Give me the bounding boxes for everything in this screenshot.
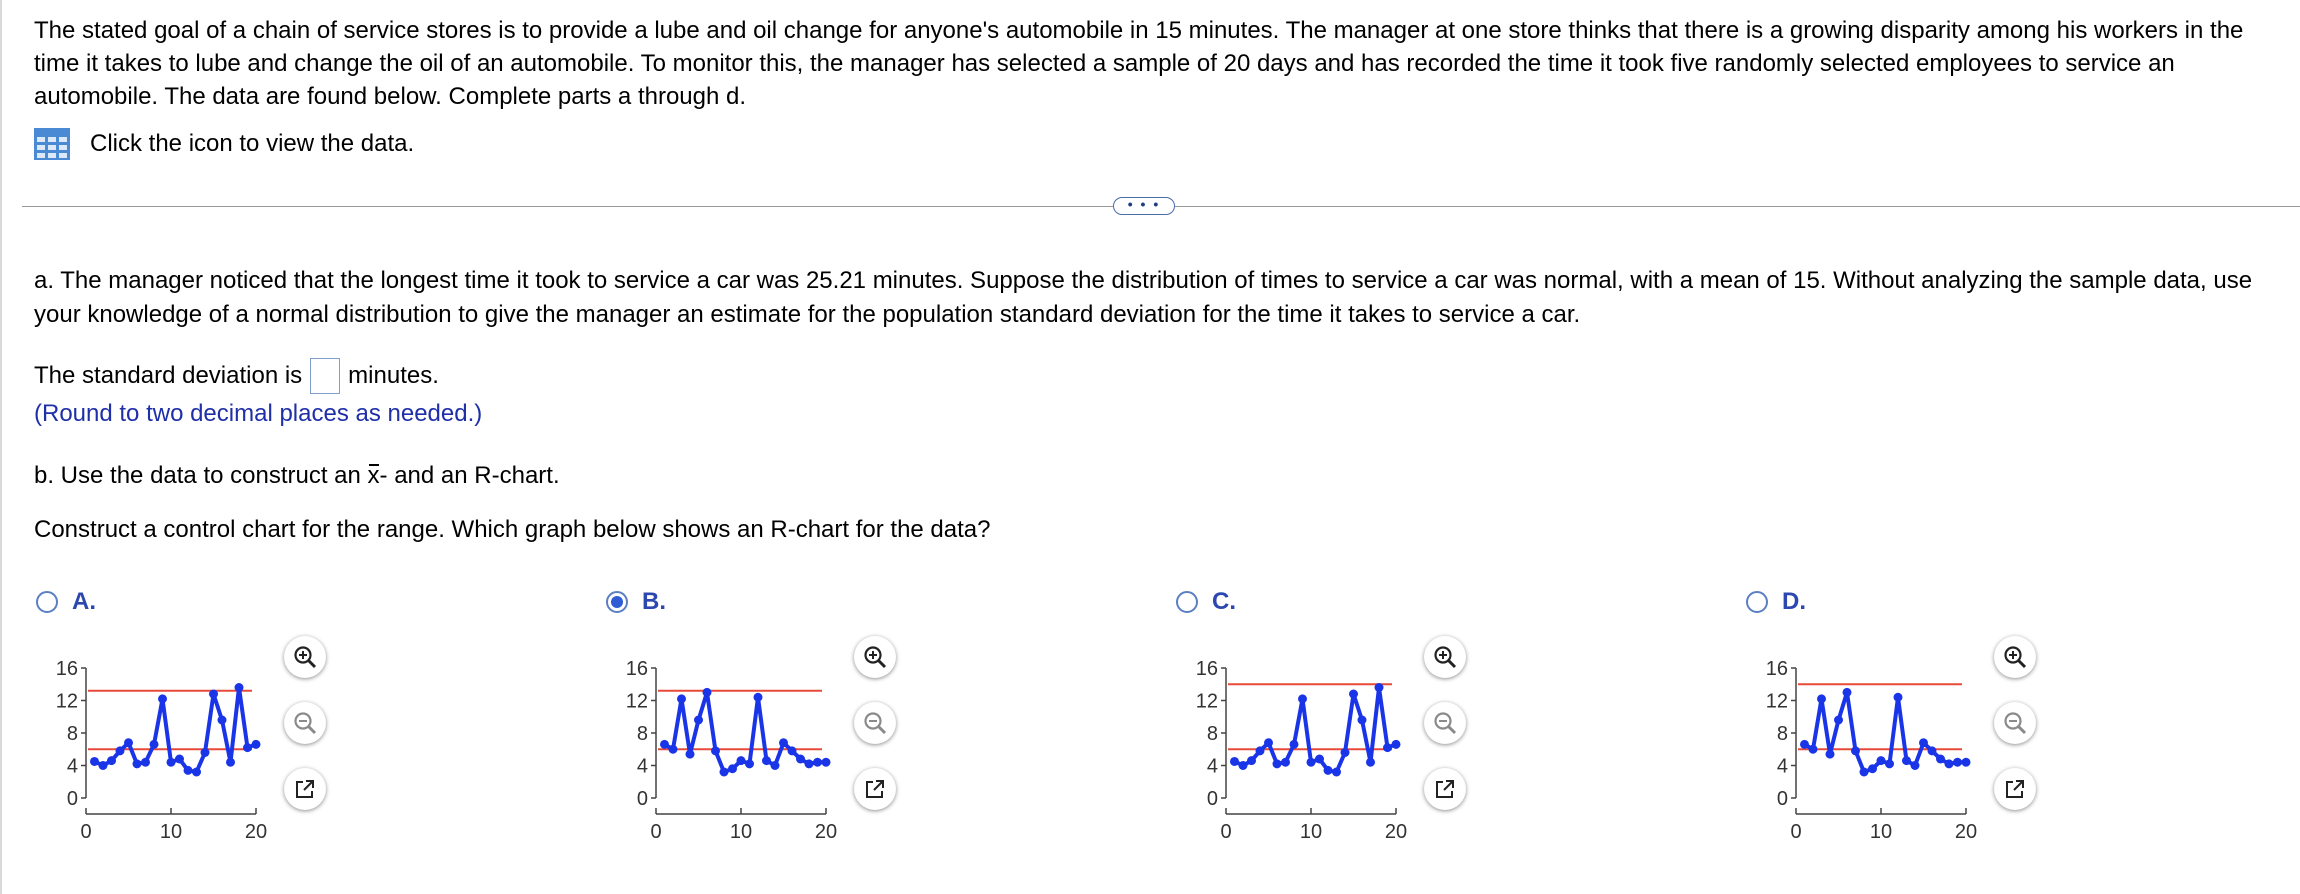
range-point xyxy=(1817,694,1826,703)
range-point xyxy=(1834,716,1843,725)
option-a-popout-button[interactable] xyxy=(284,768,326,810)
range-point xyxy=(1392,740,1401,749)
option-b-radio[interactable] xyxy=(606,591,628,613)
option-b-r-chart xyxy=(606,648,846,848)
x-tick-label: 10 xyxy=(159,821,183,843)
popout-icon xyxy=(863,777,887,801)
y-tick-label: 0 xyxy=(636,788,648,810)
range-point xyxy=(1324,766,1333,775)
y-tick-label: 16 xyxy=(55,658,78,680)
range-point xyxy=(1800,740,1809,749)
y-tick-label: 0 xyxy=(1206,788,1218,810)
expand-more-button[interactable]: • • • xyxy=(1113,197,1175,215)
y-tick-label: 16 xyxy=(625,658,648,680)
range-point xyxy=(1962,758,1971,767)
range-point xyxy=(1281,758,1290,767)
y-tick-label: 4 xyxy=(1776,755,1788,778)
range-point xyxy=(1239,761,1248,770)
range-point xyxy=(243,743,252,752)
option-d-select[interactable] xyxy=(1746,588,1806,616)
option-c-zoom-out-button[interactable] xyxy=(1424,702,1466,744)
range-point xyxy=(252,740,261,749)
range-point xyxy=(1230,757,1239,766)
range-point xyxy=(1894,693,1903,702)
range-point xyxy=(1375,683,1384,692)
y-tick-label: 4 xyxy=(66,755,78,778)
view-data-label[interactable]: Click the icon to view the data. xyxy=(90,130,415,157)
range-point xyxy=(90,757,99,766)
option-d-r-chart xyxy=(1746,648,1986,848)
y-tick-label: 4 xyxy=(636,755,648,778)
y-tick-label: 0 xyxy=(66,788,78,810)
range-point xyxy=(1936,755,1945,764)
option-b-popout-button[interactable] xyxy=(854,768,896,810)
option-a-radio[interactable] xyxy=(36,591,58,613)
range-point xyxy=(133,759,142,768)
zoom-out-icon xyxy=(2002,710,2028,736)
part-b-prefix: b. Use the data to construct an xyxy=(34,462,368,489)
sd-answer-row xyxy=(34,358,439,394)
rounding-hint: (Round to two decimal places as needed.) xyxy=(34,400,483,427)
option-c-select[interactable] xyxy=(1176,588,1236,616)
range-point xyxy=(192,768,201,777)
option-c-zoom-in-button[interactable] xyxy=(1424,636,1466,678)
popout-icon xyxy=(293,777,317,801)
y-tick-label: 4 xyxy=(1206,755,1218,778)
sd-answer-suffix: minutes. xyxy=(348,362,439,389)
x-tick-label: 0 xyxy=(650,821,662,843)
range-point xyxy=(1843,688,1852,697)
range-point xyxy=(779,738,788,747)
x-tick-label: 0 xyxy=(80,821,92,843)
zoom-in-icon xyxy=(862,644,888,670)
range-point xyxy=(1911,761,1920,770)
x-tick-label: 20 xyxy=(244,821,268,843)
range-point xyxy=(669,745,678,754)
table-grid-icon[interactable] xyxy=(34,128,70,160)
range-point xyxy=(1298,694,1307,703)
sd-answer-input[interactable] xyxy=(310,358,340,394)
x-tick-label: 0 xyxy=(1790,821,1802,843)
y-tick-label: 16 xyxy=(1765,658,1788,680)
option-c-popout-button[interactable] xyxy=(1424,768,1466,810)
range-point xyxy=(184,766,193,775)
range-point xyxy=(1809,745,1818,754)
part-a-question: a. The manager noticed that the longest time it took to service a car was 25.21 minutes. Suppose the distribution of times to service a car was normal, with a mean of 15. Without analyzing the sample data, use your knowledge of a normal distribution to give the manager an estimate for the population standard deviation for the time it takes to service a car. xyxy=(34,267,2253,328)
range-point xyxy=(1341,748,1350,757)
range-point xyxy=(686,750,695,759)
option-c-label: C. xyxy=(1212,588,1236,615)
range-point xyxy=(226,758,235,767)
y-tick-label: 8 xyxy=(1206,723,1218,745)
zoom-in-icon xyxy=(292,644,318,670)
y-tick-label: 12 xyxy=(625,690,648,713)
range-point xyxy=(175,755,184,764)
range-point xyxy=(1860,768,1869,777)
y-tick-label: 12 xyxy=(1765,690,1788,713)
range-point xyxy=(1945,759,1954,768)
x-tick-label: 10 xyxy=(729,821,753,843)
range-point xyxy=(1868,764,1877,773)
option-a-zoom-in-button[interactable] xyxy=(284,636,326,678)
x-bar-symbol: x xyxy=(367,462,380,489)
range-point xyxy=(158,694,167,703)
option-a-label: A. xyxy=(72,588,96,615)
option-d-popout-button[interactable] xyxy=(1994,768,2036,810)
option-a-zoom-out-button[interactable] xyxy=(284,702,326,744)
view-data-link[interactable] xyxy=(34,128,414,160)
x-tick-label: 10 xyxy=(1299,821,1323,843)
range-point xyxy=(720,768,729,777)
range-point xyxy=(107,756,116,765)
popout-icon xyxy=(1433,777,1457,801)
range-point xyxy=(1902,756,1911,765)
y-tick-label: 12 xyxy=(55,690,78,713)
x-tick-label: 20 xyxy=(1954,821,1978,843)
range-point xyxy=(1264,738,1273,747)
range-point xyxy=(771,761,780,770)
x-tick-label: 20 xyxy=(1384,821,1408,843)
range-point xyxy=(796,755,805,764)
y-tick-label: 12 xyxy=(1195,690,1218,713)
range-point xyxy=(201,748,210,757)
option-d-radio[interactable] xyxy=(1746,591,1768,613)
range-point xyxy=(99,761,108,770)
radio-selected-dot xyxy=(611,596,623,608)
option-c-r-chart xyxy=(1176,648,1416,848)
option-d-zoom-in-button[interactable] xyxy=(1994,636,2036,678)
range-point xyxy=(1290,740,1299,749)
range-point xyxy=(805,759,814,768)
zoom-out-icon xyxy=(292,710,318,736)
range-point xyxy=(1826,750,1835,759)
zoom-out-icon xyxy=(862,710,888,736)
range-point xyxy=(1358,716,1367,725)
range-point xyxy=(703,688,712,697)
range-point xyxy=(1332,768,1341,777)
y-tick-label: 8 xyxy=(1776,723,1788,745)
sd-answer-prefix: The standard deviation is xyxy=(34,362,303,389)
option-b-select[interactable] xyxy=(606,588,666,616)
x-tick-label: 10 xyxy=(1869,821,1893,843)
range-point xyxy=(124,738,133,747)
range-point xyxy=(728,764,737,773)
range-point xyxy=(762,756,771,765)
r-chart-question: Construct a control chart for the range. Which graph below shows an R-chart for the data? xyxy=(34,516,991,543)
zoom-out-icon xyxy=(1432,710,1458,736)
range-point xyxy=(1919,738,1928,747)
range-point xyxy=(1307,758,1316,767)
option-d-zoom-out-button[interactable] xyxy=(1994,702,2036,744)
range-point xyxy=(1383,743,1392,752)
range-point xyxy=(754,693,763,702)
range-point xyxy=(660,740,669,749)
option-b-zoom-out-button[interactable] xyxy=(854,702,896,744)
y-tick-label: 0 xyxy=(1776,788,1788,810)
range-point xyxy=(822,758,831,767)
range-point xyxy=(694,716,703,725)
range-point xyxy=(737,756,746,765)
option-a-r-chart xyxy=(36,648,276,848)
range-point xyxy=(1315,755,1324,764)
range-point xyxy=(1273,759,1282,768)
range-point xyxy=(745,759,754,768)
range-point xyxy=(167,758,176,767)
range-point xyxy=(1256,746,1265,755)
option-c-radio[interactable] xyxy=(1176,591,1198,613)
range-point xyxy=(209,690,218,699)
problem-statement: The stated goal of a chain of service stores is to provide a lube and oil change for anyone's automobile in 15 minutes. The manager at one store thinks that there is a growing disparity among his workers in the time it takes to lube and change the oil of an automobile. To monitor this, the manager has selected a sample of 20 days and has recorded the time it took five randomly selected employees to service an automobile. The data are found below. Complete parts a through d. xyxy=(34,17,2244,110)
range-point xyxy=(218,716,227,725)
range-point xyxy=(141,758,150,767)
range-point xyxy=(1877,756,1886,765)
zoom-in-icon xyxy=(1432,644,1458,670)
range-point xyxy=(1349,690,1358,699)
range-point xyxy=(150,740,159,749)
zoom-in-icon xyxy=(2002,644,2028,670)
range-point xyxy=(1851,746,1860,755)
left-border xyxy=(0,0,2,894)
range-point xyxy=(677,694,686,703)
y-tick-label: 8 xyxy=(66,723,78,745)
x-tick-label: 0 xyxy=(1220,821,1232,843)
option-b-zoom-in-button[interactable] xyxy=(854,636,896,678)
option-d-label: D. xyxy=(1782,588,1806,615)
range-point xyxy=(1885,759,1894,768)
option-b-label: B. xyxy=(642,588,666,615)
range-point xyxy=(1953,758,1962,767)
x-tick-label: 20 xyxy=(814,821,838,843)
popout-icon xyxy=(2003,777,2027,801)
range-point xyxy=(1928,746,1937,755)
range-point xyxy=(813,758,822,767)
range-point xyxy=(711,746,720,755)
range-point xyxy=(235,683,244,692)
range-point xyxy=(1247,756,1256,765)
part-b-question xyxy=(34,462,560,490)
y-tick-label: 16 xyxy=(1195,658,1218,680)
option-a-select[interactable] xyxy=(36,588,96,616)
range-point xyxy=(1366,758,1375,767)
part-b-suffix: - and an R-chart. xyxy=(379,462,560,489)
range-point xyxy=(116,746,125,755)
y-tick-label: 8 xyxy=(636,723,648,745)
range-point xyxy=(788,746,797,755)
